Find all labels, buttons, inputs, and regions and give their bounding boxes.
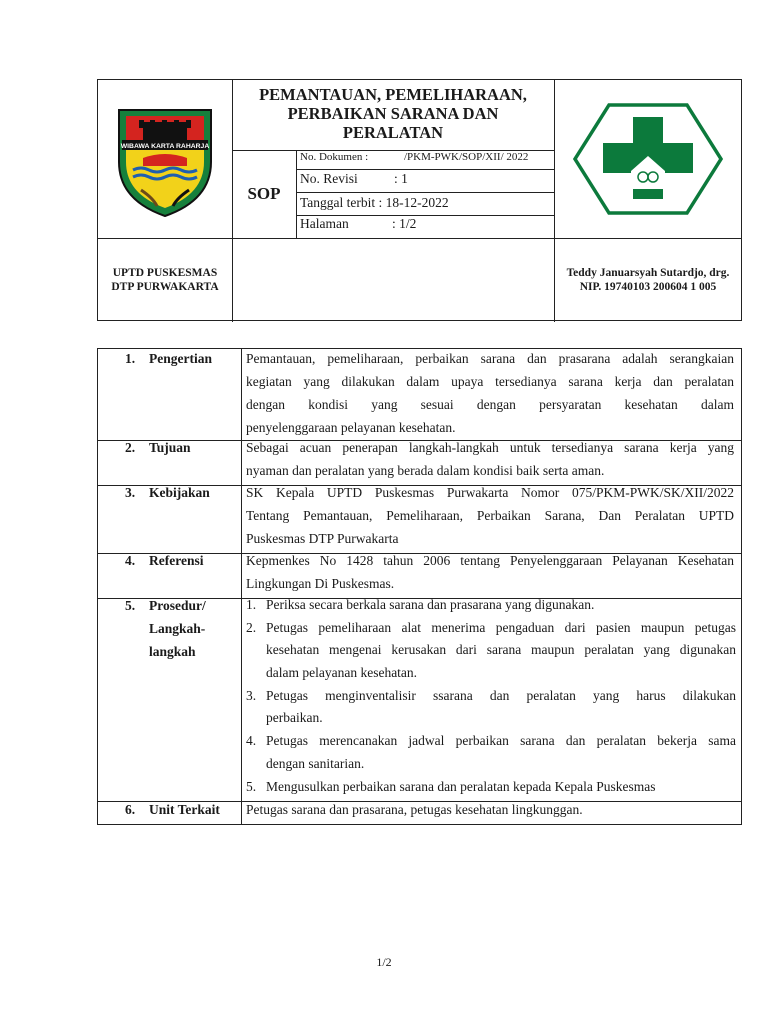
step-line: Petugas menginventalisir ssarana dan peralatan yang harus dilakukan bbox=[266, 687, 736, 703]
text-line: Lingkungan Di Puskesmas. bbox=[246, 576, 395, 591]
page-row bbox=[296, 215, 554, 238]
step-line: kesehatan mengenai kerusakan dari sarana maupun peralatan yang digunakan bbox=[266, 642, 736, 658]
step-number: 3. bbox=[246, 687, 257, 703]
step-line: dalam pelayanan kesehatan. bbox=[266, 665, 418, 681]
procedure-step bbox=[246, 730, 736, 775]
procedure-steps bbox=[246, 594, 736, 798]
page-label: Halaman bbox=[300, 216, 349, 231]
section-text-pengertian bbox=[246, 347, 734, 439]
title-line: PERALATAN bbox=[342, 123, 444, 142]
section-title bbox=[149, 594, 206, 663]
section-text-referensi bbox=[246, 549, 734, 595]
procedure-step bbox=[246, 594, 736, 617]
issue-date-row bbox=[296, 192, 554, 215]
section-number: 3. bbox=[125, 485, 136, 500]
section-text-unit-terkait bbox=[246, 798, 734, 821]
step-line: Petugas merencanakan jadwal perbaikan sarana dan peralatan bekerja sama bbox=[266, 733, 736, 749]
section-number: 6. bbox=[125, 802, 136, 817]
text-line: Tentang Pemantauan, Pemeliharaan, Perbaikan Sarana, Dan Peralatan UPTD bbox=[246, 508, 734, 523]
revision-label: No. Revisi bbox=[300, 171, 358, 186]
doc-number-value: /PKM-PWK/SOP/XII/ 2022 bbox=[404, 151, 529, 163]
section-title-line: langkah bbox=[149, 644, 196, 659]
procedure-step bbox=[246, 685, 736, 730]
sop-header-table bbox=[97, 79, 742, 321]
signer-nip: NIP. 19740103 200604 1 005 bbox=[579, 281, 717, 293]
section-title: Kebijakan bbox=[149, 485, 210, 500]
text-line: Pemantauan, pemeliharaan, perbaikan sarana dan prasarana adalah serangkaian bbox=[246, 351, 734, 366]
text-line: Puskesmas DTP Purwakarta bbox=[246, 531, 399, 546]
page-value: : 1/2 bbox=[392, 216, 417, 231]
step-line: Periksa secara berkala sarana dan prasarana yang digunakan. bbox=[266, 597, 595, 612]
section-title: Tujuan bbox=[149, 440, 191, 455]
organization-name bbox=[98, 238, 232, 322]
revision-value: : 1 bbox=[394, 171, 408, 186]
section-number: 1. bbox=[125, 351, 136, 366]
sop-label: SOP bbox=[247, 184, 281, 203]
section-title-line: Prosedur/ bbox=[149, 598, 206, 613]
org-line: DTP PURWAKARTA bbox=[111, 281, 219, 293]
procedure-step bbox=[246, 617, 736, 685]
text-line: Sebagai acuan penerapan langkah-langkah untuk tersedianya sarana kerja yang bbox=[246, 440, 734, 455]
text-line: SK Kepala UPTD Puskesmas Purwakarta Nomor 075/PKM-PWK/SK/XII/2022 bbox=[246, 485, 734, 500]
signer-block bbox=[554, 238, 742, 322]
text-line: Kepmenkes No 1428 tahun 2006 tentang Penyelenggaraan Pelayanan Kesehatan bbox=[246, 553, 734, 568]
section-text-kebijakan bbox=[246, 481, 734, 550]
divider bbox=[241, 349, 242, 824]
step-number: 4. bbox=[246, 733, 257, 749]
revision-row bbox=[296, 169, 554, 192]
section-title: Referensi bbox=[149, 553, 204, 568]
doc-number-row bbox=[296, 150, 554, 169]
section-text-tujuan bbox=[246, 436, 734, 482]
purwakarta-emblem-icon bbox=[115, 100, 215, 218]
text-line: dengan kondisi yang sesuai dengan persyaratan kesehatan dalam bbox=[246, 397, 734, 412]
section-title: Unit Terkait bbox=[149, 802, 220, 817]
title-line: PERBAIKAN SARANA DAN bbox=[287, 104, 499, 123]
puskesmas-logo bbox=[554, 80, 742, 238]
logo-motto: WIBAWA KARTA RAHARJA bbox=[120, 143, 210, 150]
section-number: 4. bbox=[125, 553, 136, 568]
org-line: UPTD PUSKESMAS bbox=[112, 267, 218, 279]
procedure-step bbox=[246, 776, 736, 799]
signer-name: Teddy Januarsyah Sutardjo, drg. bbox=[566, 267, 730, 279]
puskesmas-cross-icon bbox=[573, 101, 723, 217]
step-line: dengan sanitarian. bbox=[266, 755, 365, 771]
issue-date: Tanggal terbit : 18-12-2022 bbox=[300, 195, 449, 210]
step-number: 2. bbox=[246, 619, 257, 635]
sop-content-table bbox=[97, 348, 742, 825]
step-line: Mengusulkan perbaikan sarana dan peralatan kepada Kepala Puskesmas bbox=[266, 778, 656, 794]
step-line: Petugas pemeliharaan alat menerima pengaduan dari pasien maupun petugas bbox=[266, 619, 736, 635]
doc-number-label: No. Dokumen : bbox=[300, 151, 369, 163]
regency-logo bbox=[98, 80, 232, 238]
step-number: 1. bbox=[246, 597, 257, 612]
document-title bbox=[232, 80, 554, 150]
title-line: PEMANTAUAN, PEMELIHARAAN, bbox=[259, 85, 527, 104]
section-title-line: Langkah- bbox=[149, 621, 206, 636]
section-number: 2. bbox=[125, 440, 136, 455]
section-title: Pengertian bbox=[149, 351, 212, 366]
text-line: nyaman dan peralatan yang berada dalam kondisi baik serta aman. bbox=[246, 463, 605, 478]
section-number: 5. bbox=[125, 598, 136, 613]
text-line: penyelenggaraan pelayanan kesehatan. bbox=[246, 420, 456, 435]
step-number: 5. bbox=[246, 778, 257, 794]
text-line: kegiatan yang dilakukan dalam upaya tersedianya sarana kerja dan peralatan bbox=[246, 374, 734, 389]
text-line: Petugas sarana dan prasarana, petugas kesehatan lingkunggan. bbox=[246, 802, 583, 817]
page-number: 1/2 bbox=[376, 955, 392, 969]
step-line: perbaikan. bbox=[266, 710, 323, 726]
